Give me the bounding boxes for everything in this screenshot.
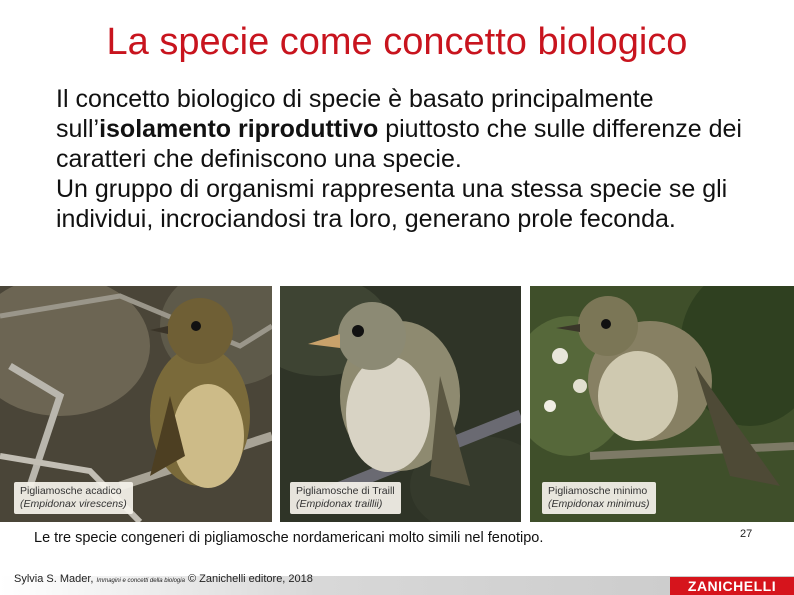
photo-2-caption xyxy=(290,482,401,514)
footer xyxy=(0,570,794,595)
slide-body xyxy=(56,84,756,234)
photo-willow-flycatcher xyxy=(280,286,521,522)
photo-1-common-name: Pigliamosche acadico xyxy=(20,485,122,497)
footer-book-title: Immagini e concetti della biologia xyxy=(96,578,185,584)
paragraph-2: Un gruppo di organismi rappresenta una stessa specie se gli individui, incrociandosi tra loro, generano prole feconda. xyxy=(56,175,728,233)
paragraph-1 xyxy=(56,84,756,174)
photo-3-common-name: Pigliamosche minimo xyxy=(548,485,648,497)
photo-1-caption xyxy=(14,482,133,514)
photo-acadian-flycatcher xyxy=(0,286,272,522)
zanichelli-logo: ZANICHELLI xyxy=(670,577,794,595)
photo-2-common-name: Pigliamosche di Traill xyxy=(296,485,395,497)
photo-3-scientific-name: (Empidonax minimus) xyxy=(548,498,650,510)
footer-author: Sylvia S. Mader, xyxy=(14,573,97,585)
photo-1-scientific-name: (Empidonax virescens) xyxy=(20,498,127,510)
figure-caption: Le tre specie congeneri di pigliamosche nordamericani molto simili nel fenotipo. xyxy=(34,530,544,546)
photo-3-caption xyxy=(542,482,656,514)
footer-publisher: © Zanichelli editore, 2018 xyxy=(184,573,313,585)
paragraph-1-text-end: piuttosto che sulle differenze dei caratteri che definiscono una specie. xyxy=(56,115,742,173)
paragraph-1-bold: isolamento riproduttivo xyxy=(99,115,379,143)
slide-title: La specie come concetto biologico xyxy=(106,21,688,63)
paragraph-1-text: Il concetto biologico di specie è basato principalmente sull’ xyxy=(56,85,654,143)
page-number: 27 xyxy=(740,528,753,540)
footer-credit xyxy=(14,573,313,585)
photo-2-scientific-name: (Empidonax traillii) xyxy=(296,498,383,510)
photo-least-flycatcher xyxy=(530,286,794,522)
